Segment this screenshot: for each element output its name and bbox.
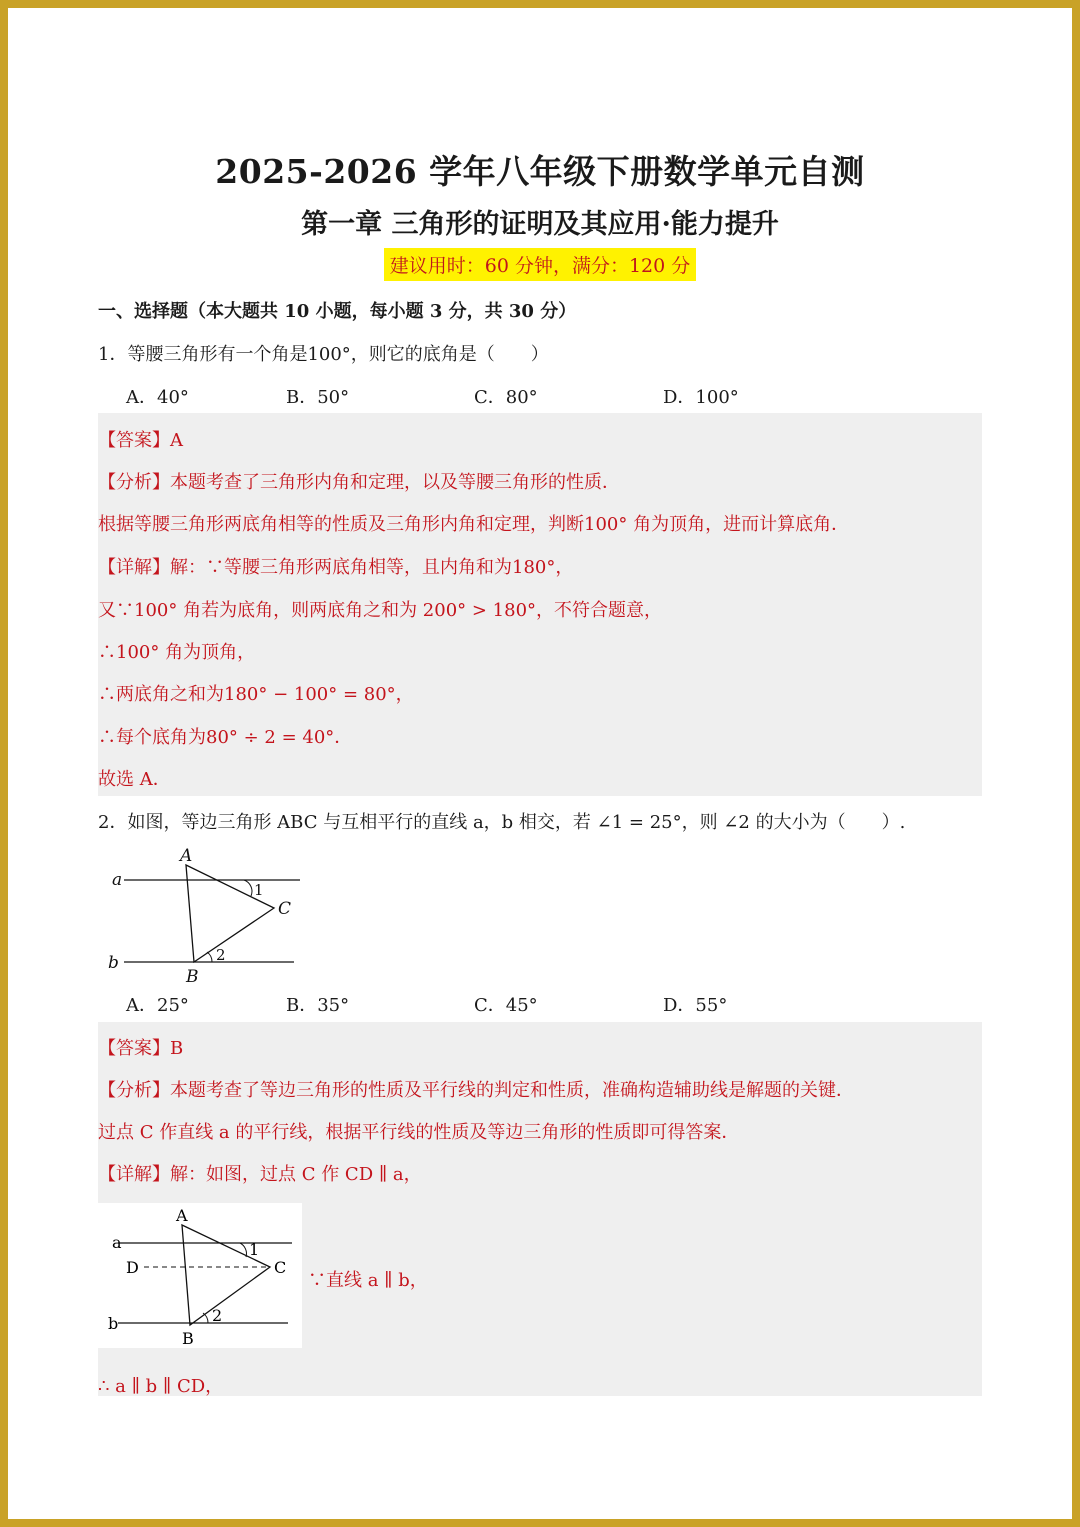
q1-detail-line: 故选 A． (98, 769, 171, 790)
q1-option-a: A．40° (126, 387, 189, 408)
q1-analysis-detail: 根据等腰三角形两底角相等的性质及三角形内角和定理，判断100° 角为顶角，进而计算底角． (98, 514, 850, 535)
label-B: B (182, 1329, 194, 1348)
q2-figure (104, 840, 314, 989)
q2-analysis: 【分析】本题考查了等边三角形的性质及平行线的判定和性质，准确构造辅助线是解题的关键． (98, 1080, 854, 1101)
q2-option-a: A．25° (126, 995, 189, 1016)
label-A: A (176, 1206, 188, 1225)
label-angle-2: 2 (212, 1306, 223, 1325)
label-C: C (274, 1258, 287, 1277)
label-a: a (112, 870, 123, 890)
q2-analysis-detail: 过点 C 作直线 a 的平行线，根据平行线的性质及等边三角形的性质即可得答案． (98, 1122, 740, 1143)
q2-answer: 【答案】B (98, 1038, 184, 1059)
page-title: 2025-2026 学年八年级下册数学单元自测 (215, 152, 865, 191)
q1-analysis: 【分析】本题考查了三角形内角和定理，以及等腰三角形的性质． (98, 472, 620, 493)
q1-detail-line: 【详解】解：∵等腰三角形两底角相等，且内角和为180°， (98, 557, 574, 578)
q1-detail-line: ∴每个底角为80° ÷ 2 = 40°． (98, 727, 353, 748)
label-D: D (126, 1258, 139, 1277)
q2-option-d: D．55° (663, 995, 728, 1016)
label-b: b (108, 1314, 119, 1333)
q2-option-b: B．35° (286, 995, 350, 1016)
q2-stem: 2．如图，等边三角形 ABC 与互相平行的直线 a，b 相交，若 ∠1 = 25°，则 ∠2 的大小为（ ）. (98, 812, 906, 833)
q2-detail-line: 【详解】解：如图，过点 C 作 CD ∥ a， (98, 1164, 422, 1185)
time-note: 建议用时：60 分钟，满分：120 分 (384, 248, 697, 281)
q1-option-c: C．80° (474, 387, 538, 408)
q1-detail-line: ∴两底角之和为180° − 100° = 80°， (98, 684, 414, 705)
q2-option-c: C．45° (474, 995, 538, 1016)
label-angle-1: 1 (254, 881, 264, 899)
q2-solution-figure (98, 1203, 302, 1348)
label-b: b (108, 953, 119, 973)
exam-page (8, 8, 1072, 1519)
time-note-wrap (8, 248, 1072, 281)
label-a: a (112, 1233, 122, 1252)
q1-stem: 1．等腰三角形有一个角是100°，则它的底角是（ ） (98, 344, 549, 365)
label-angle-2: 2 (216, 946, 226, 964)
q2-detail-line: ∴ a ∥ b ∥ CD， (98, 1376, 224, 1397)
label-A: A (180, 846, 193, 866)
q1-option-b: B．50° (286, 387, 350, 408)
q1-detail-line: 又∵100° 角若为底角，则两底角之和为 200° > 180°，不符合题意， (98, 600, 663, 621)
q1-detail-line: ∴100° 角为顶角， (98, 642, 256, 663)
label-B: B (186, 967, 199, 985)
label-C: C (278, 899, 292, 919)
q2-detail-line: ∵直线 a ∥ b， (308, 1270, 428, 1291)
chapter-subtitle: 第一章 三角形的证明及其应用·能力提升 (301, 209, 779, 240)
section-heading: 一、选择题（本大题共 10 小题，每小题 3 分，共 30 分） (98, 301, 577, 322)
q1-option-d: D．100° (663, 387, 739, 408)
q1-answer: 【答案】A (98, 430, 183, 451)
label-angle-1: 1 (249, 1240, 260, 1259)
